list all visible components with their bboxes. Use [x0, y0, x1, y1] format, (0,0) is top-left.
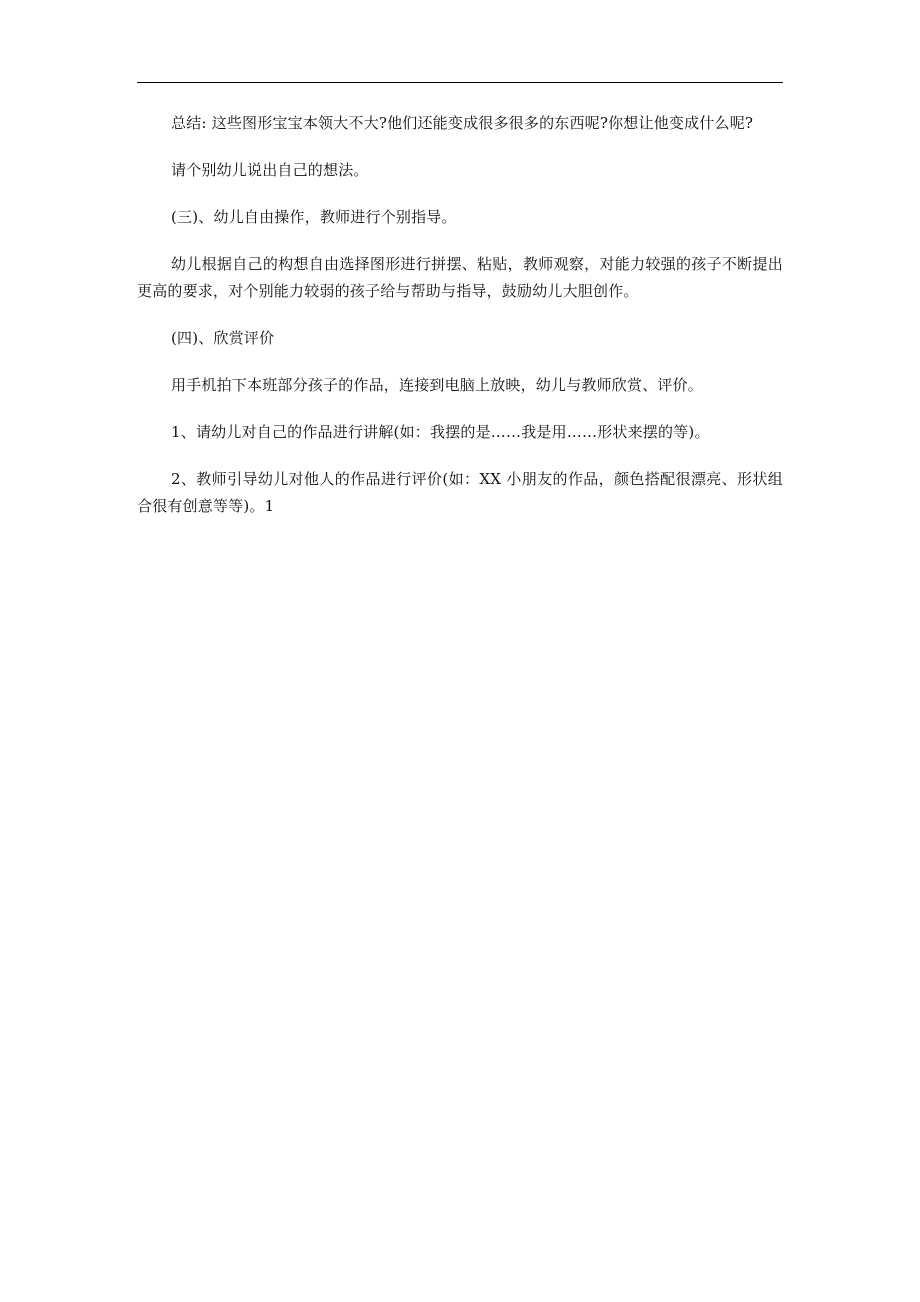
list-item-1: 1、请幼儿对自己的作品进行讲解(如：我摆的是……我是用……形状来摆的等)。	[171, 423, 710, 441]
list-item-2: 2、教师引导幼儿对他人的作品进行评价(如：XX 小朋友的作品，颜色搭配很漂亮、形状组合很有创意等等)。1	[137, 470, 783, 515]
paragraph-children-share: 请个别幼儿说出自己的想法。	[171, 161, 369, 179]
paragraph-summary: 总结: 这些图形宝宝本领大不大?他们还能变成很多很多的东西呢?你想让他变成什么呢?	[171, 114, 754, 132]
header-rule	[137, 82, 783, 83]
section-heading-3: (三)、幼儿自由操作，教师进行个别指导。	[171, 208, 457, 226]
paragraph-free-operation: 幼儿根据自己的构想自由选择图形进行拼摆、粘贴，教师观察，对能力较强的孩子不断提出更高的要求，对个别能力较弱的孩子给与帮助与指导，鼓励幼儿大胆创作。	[137, 255, 783, 300]
paragraph-photo-display: 用手机拍下本班部分孩子的作品，连接到电脑上放映，幼儿与教师欣赏、评价。	[171, 376, 704, 394]
document-body	[137, 110, 783, 540]
section-heading-4: (四)、欣赏评价	[171, 329, 275, 347]
